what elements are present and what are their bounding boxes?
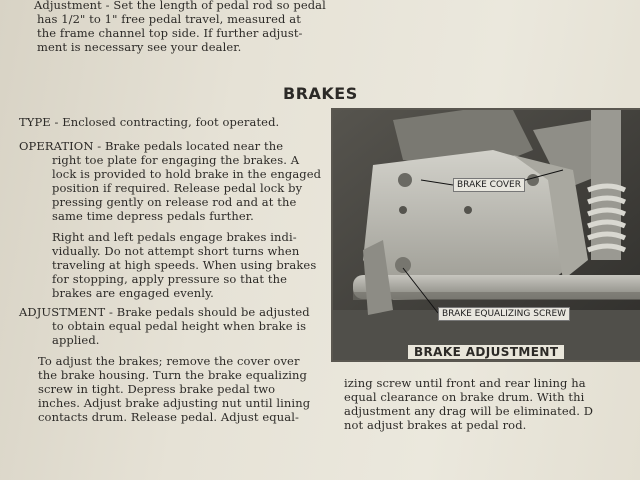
text-line: applied.	[52, 333, 100, 347]
text-line: Right and left pedals engage brakes indi-	[52, 230, 297, 244]
equalizing-screw-label: BRAKE EQUALIZING SCREW	[438, 307, 570, 321]
text-line: position if required. Release pedal lock by	[52, 181, 303, 195]
text-line: izing screw until front and rear lining ha	[344, 376, 586, 390]
text-line: To adjust the brakes; remove the cover over	[38, 354, 300, 368]
text-line: vidually. Do not attempt short turns when	[52, 244, 300, 258]
text-line: pressing gently on release rod and at the	[52, 195, 297, 209]
section-title: BRAKES	[283, 84, 358, 103]
text-line: right toe plate for engaging the brakes. A	[52, 153, 300, 167]
text-line: has 1/2" to 1" free pedal travel, measured at	[37, 12, 301, 26]
text-line: not adjust brakes at pedal rod.	[344, 418, 527, 432]
text-line: lock is provided to hold brake in the engaged	[52, 167, 322, 181]
text-line: screw in tight. Depress brake pedal two	[38, 382, 276, 396]
text-line: contacts drum. Release pedal. Adjust equal-	[38, 410, 300, 424]
text-line: adjustment any drag will be eliminated. D	[344, 404, 594, 418]
text-line: inches. Adjust brake adjusting nut until lining	[38, 396, 311, 410]
text-line: ADJUSTMENT - Brake pedals should be adjusted	[19, 305, 310, 319]
text-line: the frame channel top side. If further adjust-	[37, 26, 303, 40]
text-line: equal clearance on brake drum. With thi	[344, 390, 585, 404]
text-line: the brake housing. Turn the brake equalizing	[38, 368, 307, 382]
text-line: brakes are engaged evenly.	[52, 286, 214, 300]
brake-photo	[331, 108, 640, 362]
text-line: OPERATION - Brake pedals located near the	[19, 139, 284, 153]
text-line: same time depress pedals further.	[52, 209, 254, 223]
text-line: Adjustment - Set the length of pedal rod so pedal	[34, 0, 326, 12]
text-line: ment is necessary see your dealer.	[37, 40, 242, 54]
brake-cover-label: BRAKE COVER	[453, 178, 525, 192]
text-line: traveling at high speeds. When using brakes	[52, 258, 317, 272]
text-line: for stopping, apply pressure so that the	[52, 272, 287, 286]
photo-caption: BRAKE ADJUSTMENT	[408, 345, 564, 359]
brake-housing-illustration	[333, 110, 640, 360]
type-line: TYPE - Enclosed contracting, foot operated.	[19, 115, 280, 129]
text-line: to obtain equal pedal height when brake is	[52, 319, 307, 333]
